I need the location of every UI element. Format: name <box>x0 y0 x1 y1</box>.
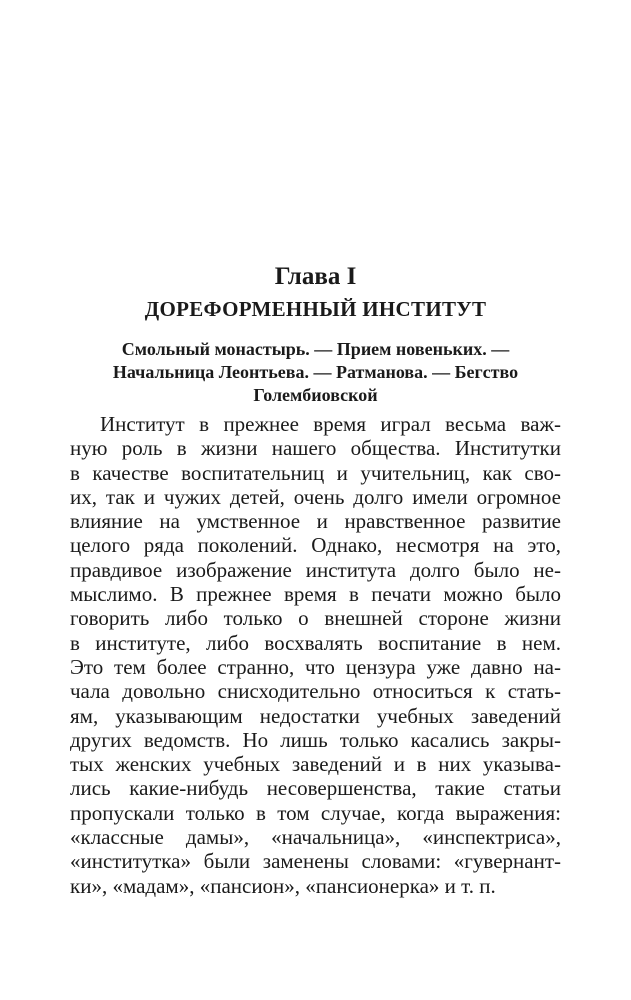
synopsis-line: Начальница Леонтьева. — Ратманова. — Бегство <box>112 362 519 382</box>
body-line: в институте, либо восхвалять воспитание в нем. <box>70 630 561 655</box>
body-line: целого ряда поколений. Однако, несмотря на это, <box>70 533 561 558</box>
body-line: мыслимо. В прежнее время в печати можно было <box>70 582 561 607</box>
body-line: влияние на умственное и нравственное развитие <box>70 509 561 534</box>
body-line: правдивое изображение института долго было не- <box>70 557 561 582</box>
body-line: в качестве воспитательниц и учительниц, как сво- <box>70 460 561 485</box>
body-line: «классные дамы», «начальница», «инспектриса», <box>70 825 561 850</box>
body-line: их, так и чужих детей, очень долго имели огромное <box>70 484 561 509</box>
body-line: «институтка» были заменены словами: «гувернант- <box>70 849 561 874</box>
body-line: пропускали только в том случае, когда выражения: <box>70 800 561 825</box>
body-line: тых женских учебных заведений и в них указыва- <box>70 752 561 777</box>
body-line: Институт в прежнее время играл весьма важ- <box>100 412 561 436</box>
body-line: лись какие-нибудь несовершенства, такие статьи <box>70 776 561 801</box>
body-line: ную роль в жизни нашего общества. Институтки <box>70 436 561 461</box>
synopsis-line: Смольный монастырь. — Прием новеньких. — <box>121 339 510 359</box>
body-line: ям, указывающим недостатки учебных заведений <box>70 703 561 728</box>
body-paragraph <box>70 412 561 898</box>
chapter-synopsis <box>70 338 561 407</box>
body-line: чала довольно снисходительно относиться к стать- <box>70 679 561 704</box>
chapter-number: Глава I <box>274 263 357 290</box>
body-line: ки», «мадам», «пансион», «пансионерка» и т. п. <box>70 873 496 898</box>
body-line: говорить либо только о внешней стороне жизни <box>70 606 561 631</box>
synopsis-line: Голембиовской <box>253 385 378 405</box>
body-line: других ведомств. Но лишь только касались закры- <box>70 727 561 752</box>
chapter-title: ДОРЕФОРМЕННЫЙ ИНСТИТУТ <box>144 297 487 321</box>
body-line: Это тем более странно, что цензура уже давно на- <box>70 654 561 679</box>
